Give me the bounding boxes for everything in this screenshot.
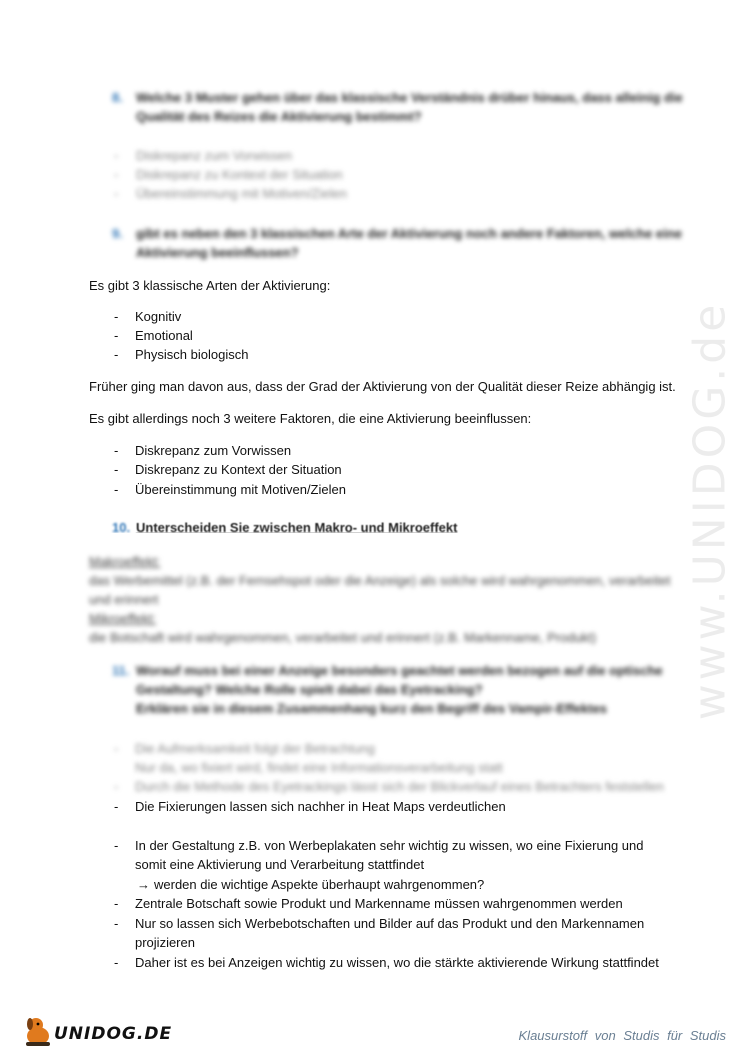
footer-tagline: Klausurstoff von Studis für Studis [518, 1028, 726, 1043]
paragraph: Es gibt allerdings noch 3 weitere Faktoren, die eine Aktivierung beeinflussen: [89, 411, 532, 426]
list-item: Diskrepanz zum Vorwissen [135, 443, 292, 458]
question-number: 10. [112, 520, 131, 533]
paragraph: die Botschaft wird wahrgenommen, verarbeitet und erinnert (z.B. Markenname, Produkt) [89, 630, 597, 645]
unidog-logo [22, 1012, 173, 1052]
paragraph: und erinnert [89, 592, 159, 607]
question-text: Unterscheiden Sie zwischen Makro- und Mikroeffekt [136, 520, 458, 533]
list-item: In der Gestaltung z.B. von Werbeplakaten sehr wichtig zu wissen, wo eine Fixierung und [135, 838, 644, 853]
list-item: Nur so lassen sich Werbebotschaften und Bilder auf das Produkt und den Markennamen [135, 916, 645, 931]
question-number: 8. [112, 90, 123, 105]
question-text: Erklären sie in diesem Zusammenhang kurz den Begriff des Vampir-Effektes [136, 701, 608, 716]
list-item: projizieren [135, 935, 195, 950]
paragraph: das Werbemittel (z.B. der Fernsehspot oder die Anzeige) als solche wird wahrgenommen, verarbeitet [89, 573, 671, 588]
paragraph: Es gibt 3 klassische Arten der Aktivierung: [89, 278, 331, 293]
list-item: somit eine Aktivierung und Verarbeitung stattfindet [135, 857, 425, 872]
question-text: Worauf muss bei einer Anzeige besonders geachtet werden bezogen auf die optische [136, 663, 663, 678]
list-item: Übereinstimmung mit Motiven/Zielen [136, 186, 347, 201]
list-item: Kognitiv [135, 309, 182, 324]
term-label: Mikroeffekt: [89, 611, 156, 626]
list-item: Diskrepanz zum Vorwissen [136, 148, 293, 163]
question-number: 11. [112, 663, 130, 678]
term-label: Makroeffekt: [89, 554, 161, 569]
document-page: 8. Welche 3 Muster gehen über das klassische Verständnis drüber hinaus, dass alleinig die Qualität des Reizes die Aktivierung bestimmt? - Diskrepanz zum Vorwissen - Diskrepanz zu Kontext der Situation - Übereinstimmung mit Motiven/Zielen 9. gibt es neben den 3 klassischen Arte der Aktivierung noch andere Faktoren, welche eine Aktivierung beeinflussen? Es gibt 3 klassische Arten der Aktivierung: - Kognitiv - Emotional - Physisch biologisch Früher ging man davon aus, dass der Grad der Aktivierung von der Qualität dieser Reize abhängig ist. Es gibt allerdings noch 3 weitere Faktoren, die eine Aktivierung beeinflussen: - Diskrepanz zum Vorwissen - Diskrepanz zu Kontext der Situation - Übereinstimmung mit Motiven/Zielen 10. Unterscheiden Sie zwischen Makro- und Mikroeffekt Makroeffekt: das Werbemittel (z.B. der Fernsehspot oder die Anzeige) als solche wird wahrgenommen, verarbeitet und erinnert Mikroeffekt: die Botschaft wird wahrgenommen, verarbeitet und erinnert (z.B. Markenname, Produkt) 11. Worauf muss bei einer Anzeige besonders geachtet werden bezogen auf die optische Gestaltung? Welche Rolle spielt dabei das Eyetracking? Erklären sie in diesem Zusammenhang kurz den Begriff des Vampir-Effektes - Die Aufmerksamkeit folgt der Betrachtung Nur da, wo fixiert wird, findet eine Informationsverarbeitung statt - Durch die Methode des Eyetrackings lässt sich der Blickverlauf eines Betrachters feststellen - Die Fixierungen lassen sich nachher in Heat Maps verdeutlichen - In der Gestaltung z.B. von Werbeplakaten sehr wichtig zu wissen, wo eine Fixierung und somit eine Aktivierung und Verarbeitung stattfindet → werden die wichtige Aspekte überhaupt wahrgenommen? - Zentrale Botschaft sowie Produkt und Markenname müssen wahrgenommen werden - Nur so lassen sich Werbebotschaften und Bilder auf das Produkt und den Markennamen projizieren - Daher ist es bei Anzeigen wichtig zu wissen, wo die stärkte aktivierende Wirkung stattfindet www.UNIDOG.de UNIDOG.DE Klausurstoff von Studis für Studis [0, 0, 750, 1059]
question-text: Qualität des Reizes die Aktivierung bestimmt? [136, 109, 422, 124]
question-10 [0, 519, 750, 533]
question-text: Gestaltung? Welche Rolle spielt dabei das Eyetracking? [136, 682, 483, 697]
list-item: Physisch biologisch [135, 347, 249, 362]
question-number: 9. [112, 226, 123, 241]
watermark: www.UNIDOG.de [684, 300, 736, 720]
paragraph: Früher ging man davon aus, dass der Grad der Aktivierung von der Qualität dieser Reize abhängig ist. [89, 379, 676, 394]
list-item: Übereinstimmung mit Motiven/Zielen [135, 482, 346, 497]
list-item: Durch die Methode des Eyetrackings lässt sich der Blickverlauf eines Betrachters feststellen [135, 779, 664, 794]
question-text: gibt es neben den 3 klassischen Arte der Aktivierung noch andere Faktoren, welche eine [136, 226, 682, 241]
question-text: Aktivierung beeinflussen? [136, 245, 299, 260]
list-item: Diskrepanz zu Kontext der Situation [135, 462, 342, 477]
right-arrow-icon: → [137, 877, 150, 892]
logo-text: UNIDOG.DE [54, 1024, 173, 1044]
list-item: Diskrepanz zu Kontext der Situation [136, 167, 343, 182]
list-item: Emotional [135, 328, 193, 343]
list-item: Zentrale Botschaft sowie Produkt und Markenname müssen wahrgenommen werden [135, 896, 623, 911]
list-item: Die Fixierungen lassen sich nachher in Heat Maps verdeutlichen [135, 799, 506, 814]
question-text: Welche 3 Muster gehen über das klassische Verständnis drüber hinaus, dass alleinig die [136, 90, 683, 105]
list-item: Die Aufmerksamkeit folgt der Betrachtung [135, 741, 375, 756]
list-item: → werden die wichtige Aspekte überhaupt wahrgenommen? [137, 877, 485, 892]
list-item: Nur da, wo fixiert wird, findet eine Informationsverarbeitung statt [135, 760, 503, 775]
list-item: Daher ist es bei Anzeigen wichtig zu wissen, wo die stärkte aktivierende Wirkung stattfindet [135, 955, 659, 970]
